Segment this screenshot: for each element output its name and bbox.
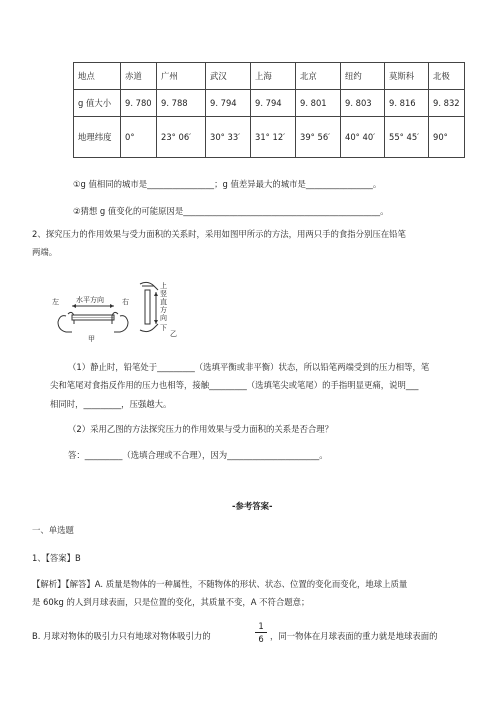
fraction xyxy=(255,621,267,644)
table-cell: 23° 06′ xyxy=(157,117,206,158)
subq-1-text: 尖和笔尾对食指反作用的压力也相等，接触_________（选填笔尖或笔尾）的手指明显更痛，说明___ xyxy=(50,380,419,390)
table-cell: g 值大小 xyxy=(74,90,121,117)
label-right: 右 xyxy=(122,298,129,306)
table-cell: 9. 803 xyxy=(341,90,385,117)
problem-2-text: 2、探究压力的作用效果与受力面积的关系时，采用如图甲所示的方法，用两只手的食指分别压在铅笔 xyxy=(32,229,406,239)
table-cell: 9. 801 xyxy=(296,90,341,117)
table-cell: 0° xyxy=(121,117,157,158)
table-cell: 9. 788 xyxy=(157,90,206,117)
answer-1: 1、【答案】B xyxy=(32,553,81,563)
table-cell xyxy=(74,117,121,158)
label-down: 下 xyxy=(160,324,167,332)
table-cell: 9. 794 xyxy=(206,90,251,117)
table-cell: 9. 816 xyxy=(385,90,429,117)
table-cell: 31° 12′ xyxy=(251,117,296,158)
analysis-text: 【解析】【解答】A. 质量是物体的一种属性，不随物体的形状、状态、位置的变化而变化，地球上质量 xyxy=(32,579,408,589)
subq-1-text: 相同时，_________，压强越大。 xyxy=(50,399,172,409)
table-cell-text: 地理纬度 xyxy=(78,132,112,142)
left-hand-shape xyxy=(58,316,72,332)
question-2: ②猜想 g 值变化的可能原因是_______________________________________________。 xyxy=(73,206,389,216)
analysis-b-text: ，同一物体在月球表面的重力就是地球表面的 xyxy=(270,631,438,641)
table-cell: 40° 40′ xyxy=(341,117,385,158)
table-cell: 广州 xyxy=(157,63,206,90)
table-cell: 9. 832 xyxy=(429,90,465,117)
label-horizontal: 水平方向 xyxy=(76,296,104,304)
question-1: ①g 值相同的城市是________________；g 值差异最大的城市是________________。 xyxy=(73,179,382,189)
table-cell: 莫斯科 xyxy=(385,63,429,90)
table-cell: 9. 794 xyxy=(251,90,296,117)
table-cell: 武汉 xyxy=(206,63,251,90)
analysis-text: 是 60kg 的人到月球表面，只是位置的变化，其质量不变，A 不符合题意； xyxy=(32,597,310,607)
table-cell: 55° 45′ xyxy=(385,117,429,158)
reference-answer-title: -参考答案- xyxy=(232,501,273,511)
label-jia: 甲 xyxy=(88,335,95,343)
section-heading: 一、单选题 xyxy=(32,525,74,535)
label-yi: 乙 xyxy=(170,330,177,338)
table-cell: 地点 xyxy=(74,63,121,90)
label-up: 上 xyxy=(160,282,167,290)
subq-2-text: （2）采用乙图的方法探究压力的作用效果与受力面积的关系是否合理？ xyxy=(68,424,333,434)
right-hand-shape xyxy=(114,316,128,332)
fraction-numerator: 1 xyxy=(258,621,264,631)
table-cell: 北极 xyxy=(429,63,465,90)
problem-2-text: 两端。 xyxy=(32,247,58,257)
table-cell: 纽约 xyxy=(341,63,385,90)
table-cell: 39° 56′ xyxy=(296,117,341,158)
table-cell: 北京 xyxy=(296,63,341,90)
answer-text: 答：_________（选填合理或不合理），因为______________________。 xyxy=(68,450,328,460)
subq-1-text: （1）静止时，铅笔处于_________（选填平衡或非平衡）状态，所以铅笔两端受到的压力相等，笔 xyxy=(68,362,430,372)
label-vertical-text: 竖直方向 xyxy=(160,290,167,322)
table-cell: 90° xyxy=(429,117,465,158)
table-cell: 上海 xyxy=(251,63,296,90)
analysis-b-text: B. 月球对物体的吸引力只有地球对物体吸引力的 xyxy=(32,631,211,641)
table-cell: 9. 780 xyxy=(121,90,157,117)
fraction-bar xyxy=(255,632,267,633)
fraction-denominator: 6 xyxy=(258,634,264,644)
table-cell: 30° 33′ xyxy=(206,117,251,158)
label-left: 左 xyxy=(52,298,59,306)
gravity-table xyxy=(73,62,465,158)
table-cell: 赤道 xyxy=(121,63,157,90)
